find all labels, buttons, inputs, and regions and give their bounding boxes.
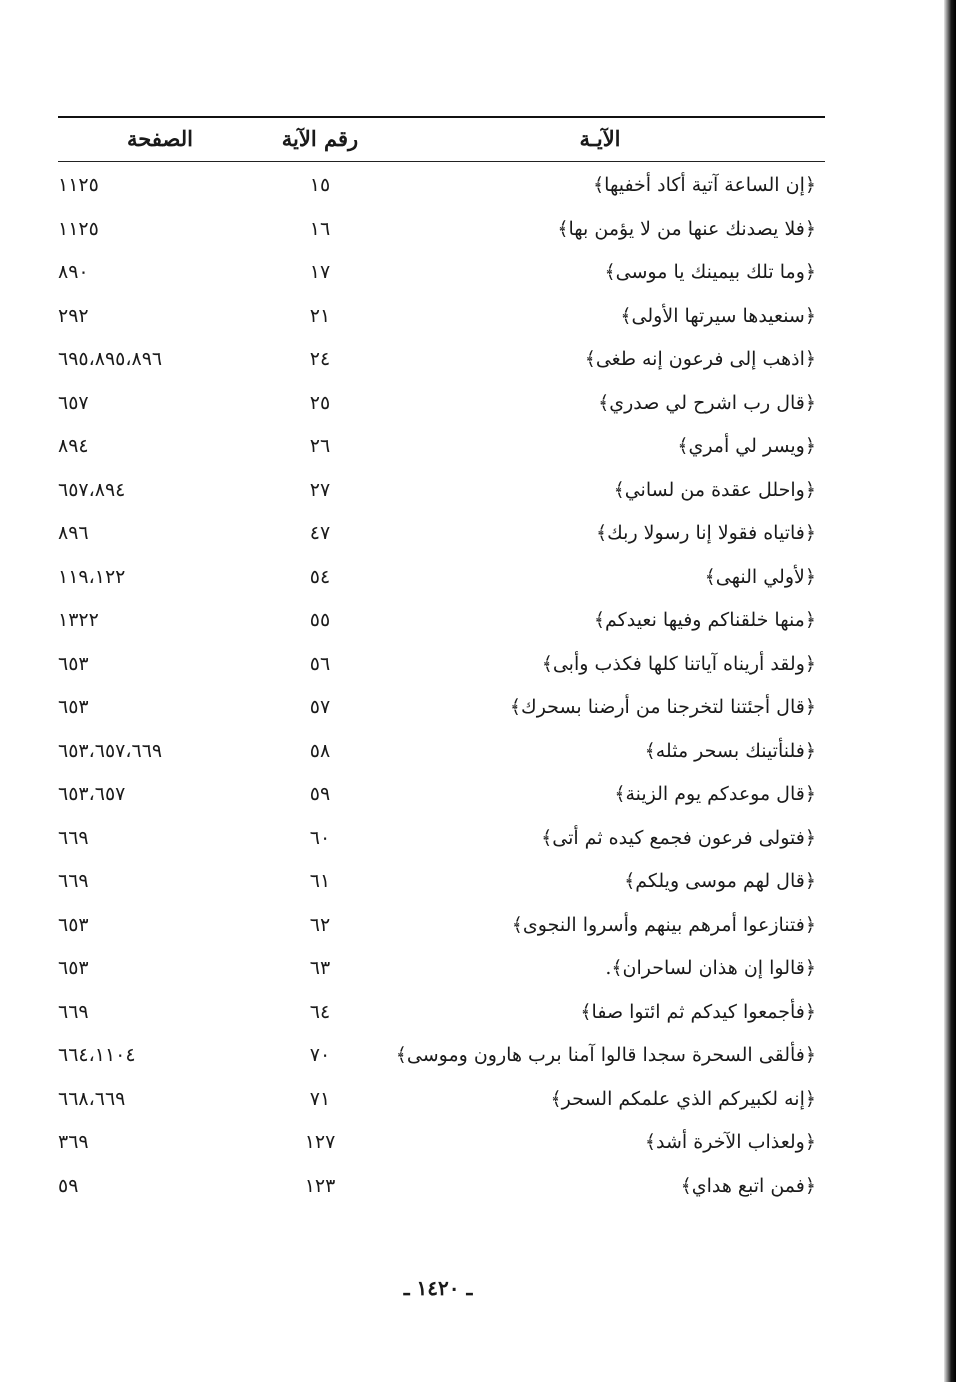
- verse-text: ﴿ولعذاب الآخرة أشد﴾: [644, 1131, 816, 1153]
- page-references: ٨٩٦: [58, 522, 89, 544]
- verse-number: ٢٥: [309, 391, 331, 414]
- table-row: [0, 1165, 956, 1209]
- table-row: [0, 1121, 956, 1165]
- page-references: ٨٩٤: [58, 435, 89, 457]
- page-references: ١١٩،١٢٢: [58, 565, 126, 588]
- verse-number: ١٧: [309, 261, 331, 283]
- table-row: [0, 860, 956, 904]
- top-rule: [58, 116, 825, 118]
- verse-number: ١٢٧: [304, 1131, 336, 1153]
- verse-text: ﴿قال لهم موسى ويلكم﴾: [624, 870, 816, 892]
- page-references: ٦٦٤،١١٠٤: [58, 1044, 136, 1066]
- page-references: ٦٦٩: [58, 870, 89, 892]
- table-row: [0, 251, 956, 295]
- page-references: ٥٩: [58, 1174, 79, 1197]
- page-references: ٦٥٣،٦٥٧،٦٦٩: [58, 739, 163, 762]
- page-references: ٦٥٣: [58, 696, 89, 718]
- verse-text: ﴿فاتياه فقولا إنا رسولا ربك﴾: [596, 522, 816, 544]
- table-row: [0, 1078, 956, 1122]
- page-references: ٦٦٨،٦٦٩: [58, 1087, 126, 1110]
- table-row: [0, 599, 956, 643]
- table-row: [0, 773, 956, 817]
- verse-text: ﴿فمن اتبع هداي﴾: [680, 1174, 816, 1197]
- verse-text: ﴿فألقى السحرة سجدا قالوا آمنا برب هارون وموسى﴾: [395, 1044, 816, 1066]
- verse-text: ﴿ويسر لي أمري﴾: [677, 435, 816, 457]
- verse-number: ٦١: [309, 870, 331, 892]
- verse-number: ٦٢: [309, 913, 331, 936]
- page-references: ٦٦٩: [58, 1000, 89, 1023]
- verse-text: ﴿فتولى فرعون فجمع كيده ثم أتى﴾: [541, 826, 816, 849]
- verse-text: ﴿منها خلقناكم وفيها نعيدكم﴾: [593, 609, 816, 631]
- page-references: ١٣٢٢: [58, 609, 99, 631]
- table-row: [0, 295, 956, 339]
- table-row: [0, 817, 956, 861]
- verse-number: ٥٦: [309, 652, 331, 675]
- verse-index-table: [0, 164, 956, 1208]
- page-references: ٦٥٣: [58, 652, 89, 675]
- verse-text: ﴿سنعيدها سيرتها الأولى﴾: [620, 304, 816, 327]
- verse-number: ٧١: [309, 1087, 331, 1110]
- page-references: ١١٢٥: [58, 217, 99, 240]
- page-references: ٦٥٣: [58, 913, 89, 936]
- verse-number: ٦٤: [309, 1000, 331, 1023]
- verse-number: ١٦: [309, 217, 331, 240]
- verse-text: ﴿لأولي النهى﴾: [704, 565, 816, 588]
- table-row: [0, 904, 956, 948]
- verse-number: ٥٤: [309, 565, 331, 588]
- table-row: [0, 382, 956, 426]
- verse-text: ﴿قال رب اشرح لي صدري﴾: [598, 391, 816, 414]
- verse-text: ﴿فتنازعوا أمرهم بينهم وأسروا النجوى﴾: [511, 913, 816, 936]
- table-row: [0, 643, 956, 687]
- page-references: ٦٥٣،٦٥٧: [58, 783, 126, 805]
- header-rule: [58, 161, 825, 162]
- verse-text: ﴿فلنأتينك بسحر مثله﴾: [644, 739, 816, 762]
- verse-number: ٥٧: [309, 696, 331, 718]
- verse-number: ٥٨: [309, 739, 331, 762]
- page-references: ٦٥٧: [58, 391, 89, 414]
- page-references: ٢٩٢: [58, 304, 89, 327]
- verse-number: ٦٠: [309, 826, 331, 849]
- table-row: [0, 425, 956, 469]
- page-references: ٣٦٩: [58, 1131, 89, 1153]
- header-verse: الآيـة: [579, 126, 621, 151]
- verse-number: ٦٣: [309, 957, 331, 979]
- verse-text: ﴿قالوا إن هذان لساحران﴾.: [605, 957, 816, 979]
- table-row: [0, 947, 956, 991]
- table-row: [0, 1034, 956, 1078]
- table-row: [0, 469, 956, 513]
- verse-text: ﴿قال أجئتنا لتخرجنا من أرضنا بسحرك﴾: [509, 696, 816, 718]
- verse-number: ٢٧: [309, 478, 331, 501]
- verse-number: ٧٠: [309, 1044, 331, 1066]
- verse-number: ١٥: [309, 174, 331, 196]
- table-row: [0, 556, 956, 600]
- verse-text: ﴿واحلل عقدة من لساني﴾: [613, 478, 816, 501]
- page-references: ٨٩٠: [58, 261, 89, 283]
- verse-text: ﴿إنه لكبيركم الذي علمكم السحر﴾: [550, 1087, 816, 1110]
- verse-number: ٥٥: [309, 609, 331, 631]
- verse-text: ﴿فأجمعوا كيدكم ثم ائتوا صفا﴾: [580, 1000, 816, 1023]
- table-row: [0, 686, 956, 730]
- header-page: الصفحة: [127, 126, 193, 151]
- verse-text: ﴿فلا يصدنك عنها من لا يؤمن بها﴾: [557, 217, 816, 240]
- verse-number: ٥٩: [309, 783, 331, 805]
- page-references: ٦٥٧،٨٩٤: [58, 478, 126, 501]
- header-verse-number: رقم الآية: [281, 126, 359, 151]
- table-row: [0, 991, 956, 1035]
- table-row: [0, 164, 956, 208]
- verse-text: ﴿اذهب إلى فرعون إنه طغى﴾: [584, 348, 816, 370]
- table-row: [0, 730, 956, 774]
- table-row: [0, 208, 956, 252]
- verse-number: ٢١: [309, 304, 331, 327]
- verse-number: ٢٦: [309, 435, 331, 457]
- verse-number: ٢٤: [309, 348, 331, 370]
- verse-number: ١٢٣: [304, 1174, 336, 1197]
- page-references: ٦٥٣: [58, 957, 89, 979]
- verse-number: ٤٧: [309, 522, 331, 544]
- verse-text: ﴿وما تلك بيمينك يا موسى﴾: [604, 261, 816, 283]
- page-references: ١١٢٥: [58, 174, 99, 196]
- page-number: ـ ١٤٢٠ ـ: [403, 1276, 473, 1300]
- table-row: [0, 512, 956, 556]
- table-row: [0, 338, 956, 382]
- verse-text: ﴿قال موعدكم يوم الزينة﴾: [614, 783, 816, 805]
- verse-text: ﴿ولقد أريناه آياتنا كلها فكذب وأبى﴾: [541, 652, 816, 675]
- verse-text: ﴿إن الساعة آتية أكاد أخفيها﴾: [593, 174, 816, 196]
- page-references: ٦٦٩: [58, 826, 89, 849]
- page-references: ٦٩٥،٨٩٥،٨٩٦: [58, 348, 163, 370]
